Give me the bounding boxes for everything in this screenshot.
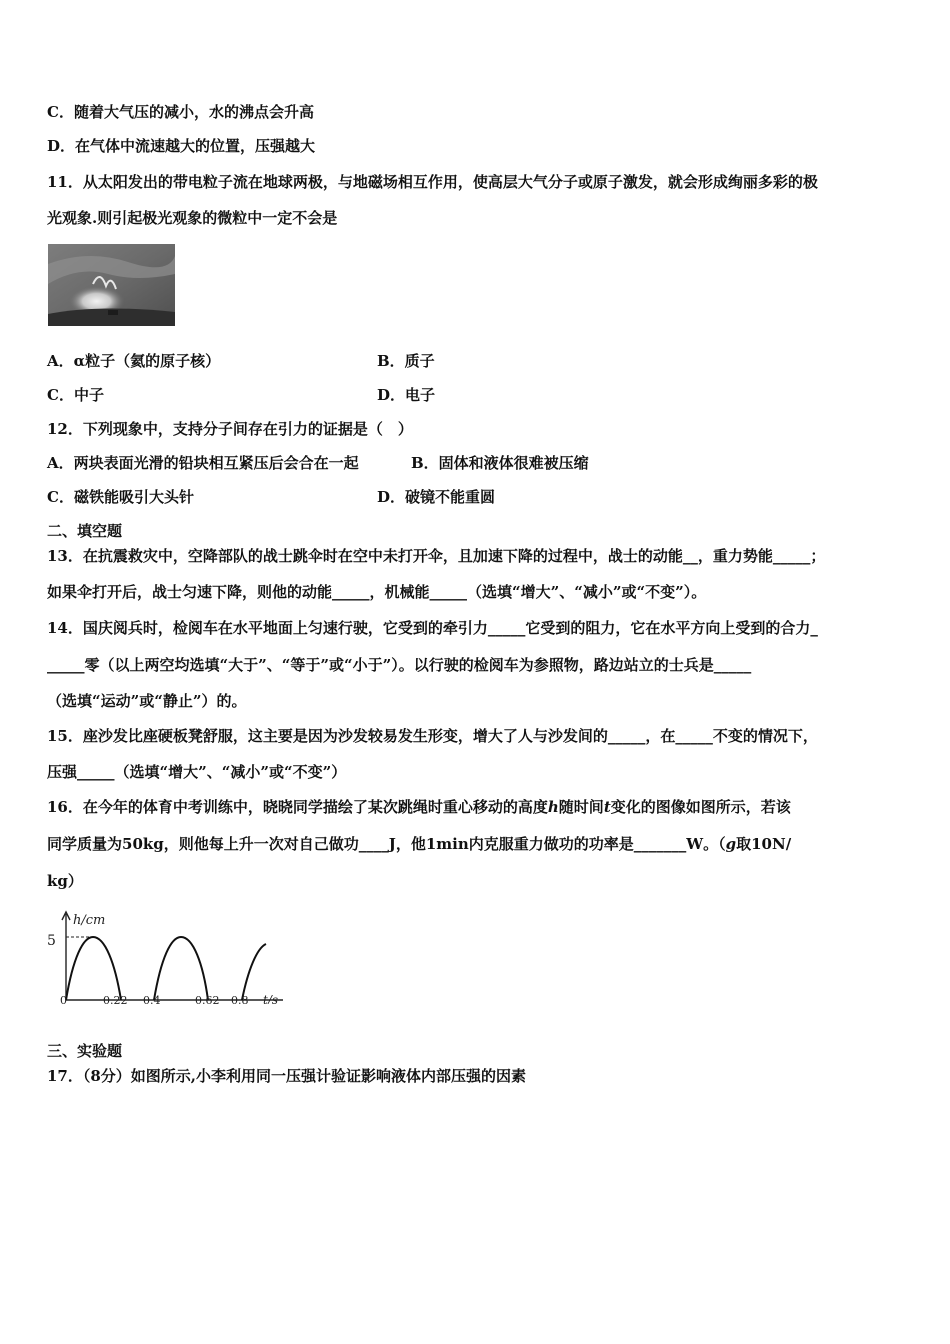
q12-option-a: A．两块表面光滑的铅块相互紧压后会合在一起: [47, 454, 359, 472]
q16-symbol-t: t: [603, 798, 611, 816]
q16-line2-part-a: 同学质量为50kg，则他每上升一次对自己做功____J，他1min内克服重力做功的功率是_______W。（: [47, 835, 726, 853]
q16-symbol-g: g: [725, 835, 737, 853]
height-time-graph: [45, 908, 290, 1004]
q16-line1-part-b: 随时间: [558, 798, 604, 816]
q11-option-a: A．α粒子（氦的原子核）: [47, 352, 221, 370]
x-axis-label: t/s: [263, 993, 279, 1004]
section2-title: 二、填空题: [47, 522, 123, 540]
q11-stem-line1: 11．从太阳发出的带电粒子流在地球两极，与地磁场相互作用，使高层大气分子或原子激发，就会形成绚丽多彩的极: [47, 173, 818, 191]
q12-stem: 12．下列现象中，支持分子间存在引力的证据是（ ）: [47, 420, 413, 438]
q12-option-c: C．磁铁能吸引大头针: [47, 488, 194, 506]
x-tick-0-4: 0.4: [143, 994, 161, 1004]
q14-line2: _____零（以上两空均选填“大于”、“等于”或“小于”）。以行驶的检阅车为参照物，路边站立的士兵是_____: [47, 656, 752, 674]
x-tick-0: 0: [60, 994, 67, 1004]
q16-line2: [47, 834, 791, 854]
q16-line2-part-b: 取10N/: [736, 835, 792, 853]
aurora-photo-image: [48, 244, 175, 326]
x-tick-0-8: 0.8: [231, 994, 249, 1004]
q17-stem: 17．（8分）如图所示,小李利用同一压强计验证影响液体内部压强的因素: [47, 1067, 527, 1085]
q12-option-d: D．破镜不能重圆: [377, 488, 496, 506]
q11-stem-line2: 光观象.则引起极光观象的微粒中一定不会是: [47, 209, 338, 227]
q15-line2: 压强_____（选填“增大”、“减小”或“不变”）: [47, 763, 347, 781]
q16-line1-part-a: 16．在今年的体育中考训练中，晓晓同学描绘了某次跳绳时重心移动的高度: [47, 798, 548, 816]
q11-option-b: B．质子: [377, 352, 435, 370]
q13-line1: 13．在抗震救灾中，空降部队的战士跳伞时在空中未打开伞，且加速下降的过程中，战士的动能__，重力势能_____；: [47, 547, 826, 565]
y-tick-5: 5: [47, 933, 56, 949]
q16-line1-part-c: 变化的图像如图所示，若该: [610, 798, 791, 816]
q10-option-c: C．随着大气压的减小，水的沸点会升高: [47, 103, 314, 121]
y-axis-label: h/cm: [73, 913, 106, 928]
q12-option-b: B．固体和液体很难被压缩: [411, 454, 589, 472]
q15-line1: 15．座沙发比座硬板凳舒服，这主要是因为沙发较易发生形变，增大了人与沙发间的_____，在_____不变的情况下，: [47, 727, 818, 745]
q13-line2: 如果伞打开后，战士匀速下降，则他的动能_____，机械能_____（选填“增大”、“减小”或“不变”）。: [47, 583, 707, 601]
jump-curve-3: [242, 944, 266, 1000]
aurora-photo: [48, 244, 175, 326]
jump-curve-1: [66, 937, 121, 1000]
x-tick-0-62: 0.62: [195, 994, 220, 1004]
x-tick-0-22: 0.22: [103, 994, 128, 1004]
q14-line3: （选填“运动”或“静止”）的。: [47, 692, 247, 710]
q16-line3: kg）: [47, 872, 83, 890]
q10-option-d: D．在气体中流速越大的位置，压强越大: [47, 137, 316, 155]
section3-title: 三、实验题: [47, 1042, 123, 1060]
q16-line1: [47, 797, 791, 817]
jump-curve-2: [154, 937, 208, 1000]
q16-symbol-h: h: [547, 798, 559, 816]
q14-line1: 14．国庆阅兵时，检阅车在水平地面上匀速行驶，它受到的牵引力_____它受到的阻力，它在水平方向上受到的合力_: [47, 619, 818, 637]
q11-option-d: D．电子: [377, 386, 436, 404]
q11-option-c: C．中子: [47, 386, 104, 404]
